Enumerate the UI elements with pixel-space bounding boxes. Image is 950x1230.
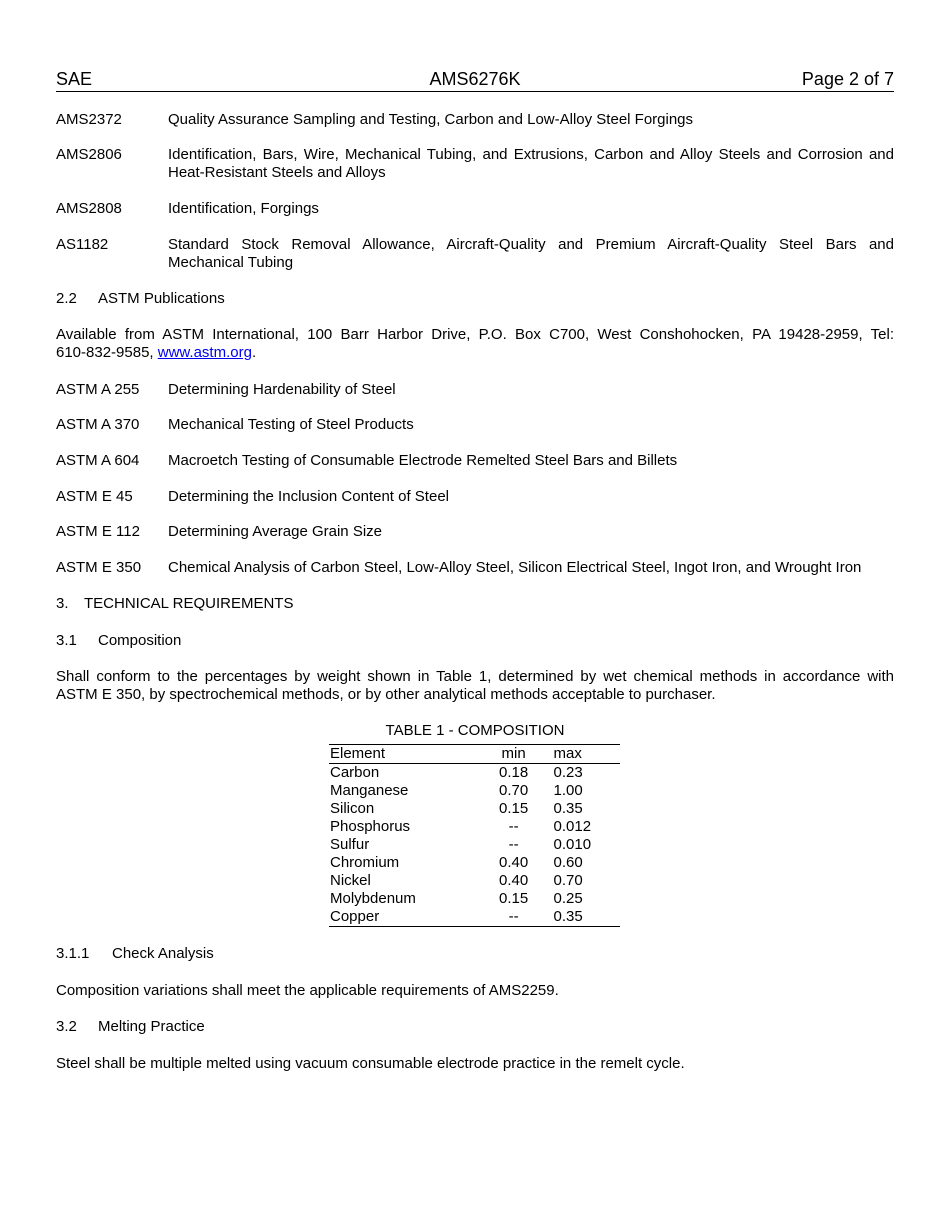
paragraph-line: ASTM E 350, by spectrochemical methods, or by other analytical methods acceptable to purchaser. [56, 686, 716, 703]
cell-max: 0.70 [553, 872, 583, 889]
section-title: Melting Practice [98, 1018, 205, 1035]
availability-text: 610-832-9585, [56, 344, 158, 361]
page-header [56, 69, 894, 92]
reference-title: Macroetch Testing of Consumable Electrode Remelted Steel Bars and Billets [168, 452, 678, 469]
availability-paragraph [56, 326, 894, 362]
astm-website-link[interactable]: www.astm.org [157, 344, 252, 361]
availability-line: Available from ASTM International, 100 Barr Harbor Drive, P.O. Box C700, West Conshohocken, PA 19428-2959, Tel: [56, 326, 894, 343]
cell-max: 1.00 [553, 782, 583, 799]
availability-line [56, 344, 894, 362]
table-row [329, 890, 620, 908]
table-row [329, 854, 620, 872]
cell-max: 0.25 [553, 890, 583, 907]
table-row [329, 872, 620, 890]
cell-min: -- [508, 818, 519, 835]
cell-min: 0.40 [499, 872, 529, 889]
reference-code: ASTM A 370 [56, 416, 140, 433]
reference-title [168, 236, 894, 272]
reference-code: ASTM E 112 [56, 523, 140, 540]
cell-element: Phosphorus [330, 818, 411, 835]
section-number: 3.2 [56, 1018, 77, 1035]
header-org: SAE [56, 69, 93, 89]
cell-element: Nickel [330, 872, 371, 889]
section-heading-2-2 [56, 290, 894, 308]
reference-title: Chemical Analysis of Carbon Steel, Low-Alloy Steel, Silicon Electrical Steel, Ingot Iron, and Wrought Iron [168, 559, 862, 576]
reference-code: AMS2806 [56, 146, 122, 163]
table-row [329, 800, 620, 818]
reference-title: Determining Hardenability of Steel [168, 381, 396, 398]
composition-paragraph [56, 668, 894, 704]
table-row [329, 782, 620, 800]
section-title: Check Analysis [112, 945, 214, 962]
table-row [329, 836, 620, 854]
cell-element: Molybdenum [330, 890, 416, 907]
availability-text: . [251, 344, 257, 361]
table-caption: TABLE 1 - COMPOSITION [385, 722, 565, 739]
cell-min: 0.15 [499, 800, 529, 817]
composition-table [329, 744, 620, 927]
reference-code: AMS2808 [56, 200, 122, 217]
reference-code: AS1182 [56, 236, 109, 253]
section-number: 3.1 [56, 632, 77, 649]
cell-max: 0.010 [553, 836, 592, 853]
section-number: 2.2 [56, 290, 77, 307]
table-header-row [329, 745, 620, 764]
header-page-number: Page 2 of 7 [801, 69, 894, 89]
cell-min: 0.18 [499, 764, 529, 781]
header-doc-id: AMS6276K [429, 69, 521, 89]
reference-title-line: Standard Stock Removal Allowance, Aircraft-Quality and Premium Aircraft-Quality Steel Bars and [168, 236, 894, 253]
cell-min: 0.40 [499, 854, 529, 871]
cell-max: 0.23 [553, 764, 583, 781]
reference-code: ASTM A 255 [56, 381, 140, 398]
cell-element: Silicon [330, 800, 375, 817]
column-header-element: Element [329, 745, 478, 764]
reference-title [168, 146, 894, 182]
reference-code: ASTM E 350 [56, 559, 142, 576]
section-title: ASTM Publications [98, 290, 225, 307]
cell-max: 0.35 [553, 800, 583, 817]
table-row [329, 908, 620, 927]
cell-max: 0.012 [553, 818, 592, 835]
reference-title: Identification, Forgings [168, 200, 319, 217]
reference-title: Mechanical Testing of Steel Products [168, 416, 414, 433]
cell-max: 0.35 [553, 908, 583, 925]
cell-min: -- [508, 836, 519, 853]
cell-element: Manganese [330, 782, 409, 799]
cell-min: 0.70 [499, 782, 529, 799]
melting-practice-paragraph: Steel shall be multiple melted using vacuum consumable electrode practice in the remelt cycle. [56, 1055, 685, 1072]
reference-title-line: Heat-Resistant Steels and Alloys [168, 164, 386, 181]
cell-max: 0.60 [553, 854, 583, 871]
section-heading-3-1 [56, 632, 894, 650]
cell-element: Copper [330, 908, 380, 925]
reference-title-line: Identification, Bars, Wire, Mechanical Tubing, and Extrusions, Carbon and Alloy Steels and Corrosion and [168, 146, 894, 163]
reference-title: Determining the Inclusion Content of Steel [168, 488, 449, 505]
section-heading-3 [56, 595, 894, 613]
column-header-max: max [550, 745, 621, 764]
section-heading-3-2 [56, 1018, 894, 1036]
section-title: Composition [98, 632, 182, 649]
reference-title: Quality Assurance Sampling and Testing, Carbon and Low-Alloy Steel Forgings [168, 111, 694, 128]
section-title: TECHNICAL REQUIREMENTS [84, 595, 294, 612]
reference-code: AMS2372 [56, 111, 122, 128]
section-heading-3-1-1 [56, 945, 894, 963]
cell-element: Chromium [330, 854, 400, 871]
table-row [329, 818, 620, 836]
reference-title-line: Mechanical Tubing [168, 254, 294, 271]
check-analysis-paragraph: Composition variations shall meet the applicable requirements of AMS2259. [56, 982, 559, 999]
table-row [329, 764, 620, 783]
section-number: 3. [56, 595, 69, 612]
cell-min: 0.15 [499, 890, 529, 907]
cell-element: Sulfur [330, 836, 370, 853]
column-header-min: min [478, 745, 550, 764]
reference-code: ASTM E 45 [56, 488, 133, 505]
cell-min: -- [508, 908, 519, 925]
reference-code: ASTM A 604 [56, 452, 140, 469]
section-number: 3.1.1 [56, 945, 90, 962]
cell-element: Carbon [330, 764, 380, 781]
reference-title: Determining Average Grain Size [168, 523, 382, 540]
paragraph-line: Shall conform to the percentages by weight shown in Table 1, determined by wet chemical methods in accordance with [56, 668, 894, 685]
